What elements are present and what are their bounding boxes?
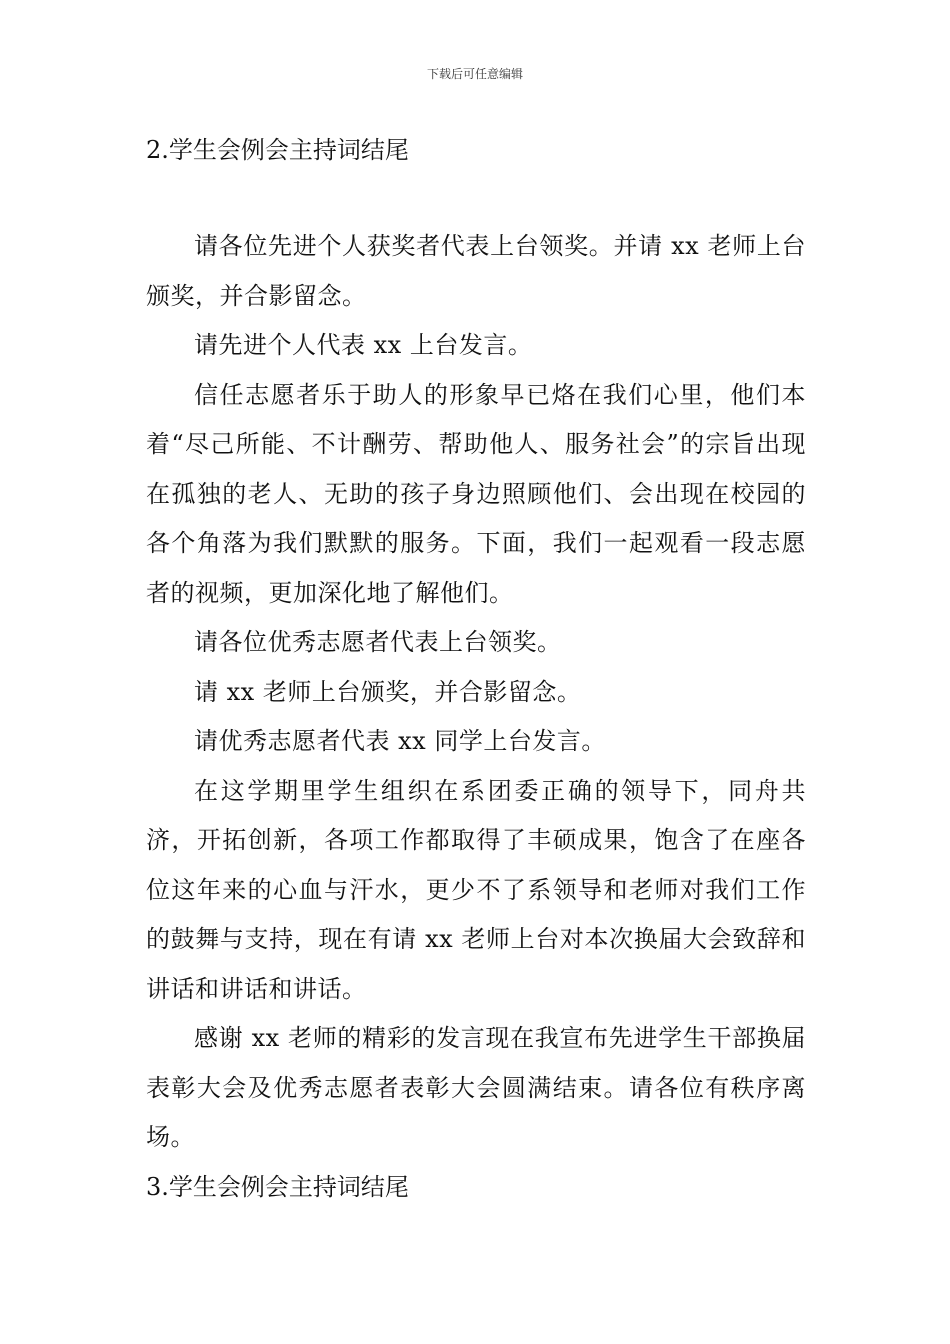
paragraph-volunteer-speech: 请优秀志愿者代表 xx 同学上台发言。 — [194, 727, 606, 755]
paragraph-individual-speech: 请先进个人代表 xx 上台发言。 — [194, 331, 533, 359]
document-body — [146, 126, 806, 1211]
paragraph-volunteer-intro: 信任志愿者乐于助人的形象早已烙在我们心里，他们本着“尽己所能、不计酬劳、帮助他人、服务社会”的宗旨出现在孤独的老人、无助的孩子身边照顾他们、会出现在校园的各个角落为我们默默的服务。下面，我们一起观看一段志愿者的视频，更加深化地了解他们。 — [146, 380, 806, 607]
paragraph-closing: 感谢 xx 老师的精彩的发言现在我宣布先进学生干部换届表彰大会及优秀志愿者表彰大会圆满结束。请各位有秩序离场。 — [146, 1024, 806, 1151]
section-heading-2: 2.学生会例会主持词结尾 — [146, 136, 409, 164]
paragraph-award-individuals: 请各位先进个人获奖者代表上台领奖。并请 xx 老师上台颁奖，并合影留念。 — [146, 232, 806, 310]
section-heading-3: 3.学生会例会主持词结尾 — [146, 1172, 409, 1201]
paragraph-volunteer-award: 请各位优秀志愿者代表上台领奖。 — [194, 628, 562, 656]
paragraph-teacher-present: 请 xx 老师上台颁奖，并合影留念。 — [194, 677, 582, 706]
header-note: 下载后可任意编辑 — [426, 67, 523, 81]
paragraph-semester-review: 在这学期里学生组织在系团委正确的领导下，同舟共济，开拓创新，各项工作都取得了丰硕成果，饱含了在座各位这年来的心血与汗水，更少不了系领导和老师对我们工作的鼓舞与支持，现在有请 xx 老师上台对本次换届大会致辞和讲话和讲话和讲话。 — [146, 776, 806, 1003]
